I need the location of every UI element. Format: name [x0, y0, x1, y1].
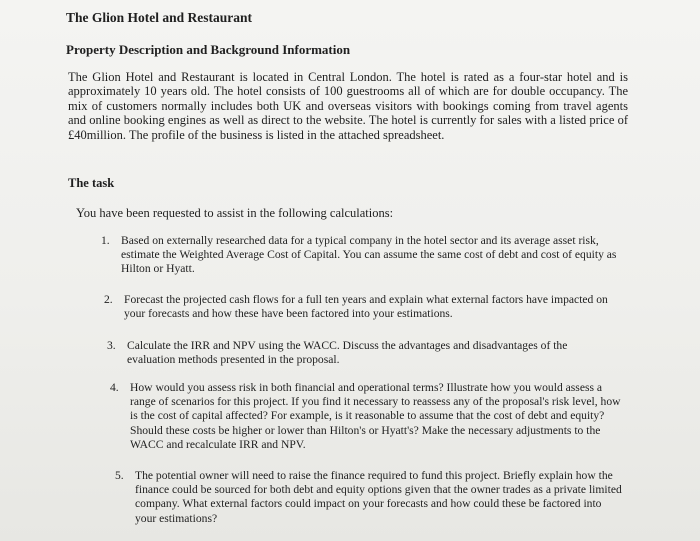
section-heading-property-description: Property Description and Background Information	[66, 42, 351, 57]
list-item-text: How would you assess risk in both financial and operational terms? Illustrate how you would assess a range of scenarios for this project. If you find it necessary to reassess any of the proposal's risk level, how is the cost of capital affected? For example, is it reasonable to assume that the cost of debt and equity? Should these costs be higher or lower than Hilton's or Hyatt's? Make the necessary adjustments to the WACC and recalculate IRR and NPV.	[130, 381, 621, 451]
list-item-number: 5.	[115, 469, 124, 482]
task-intro-text: You have been requested to assist in the following calculations:	[76, 206, 394, 220]
intro-paragraph: The Glion Hotel and Restaurant is located in Central London. The hotel is rated as a four-star hotel and is approximately 10 years old. The hotel consists of 100 guestrooms all of which are for double occupancy. The mix of customers normally includes both UK and overseas visitors with bookings coming from travel agents and online booking engines as well as direct to the website. The hotel is currently for sales with a listed price of £40million. The profile of the business is listed in the attached spreadsheet.	[68, 70, 628, 142]
list-item-text: Based on externally researched data for a typical company in the hotel sector and its average asset risk, estimate the Weighted Average Cost of Capital. You can assume the same cost of debt and cost of equity as Hilton or Hyatt.	[121, 234, 617, 276]
list-item-number: 1.	[101, 234, 110, 247]
task-list-item-2	[104, 293, 624, 321]
task-list-item-5	[115, 469, 625, 526]
list-item-number: 4.	[110, 381, 119, 394]
list-item-text: Forecast the projected cash flows for a full ten years and explain what external factors have impacted on your forecasts and how these have been factored into your estimations.	[124, 293, 608, 321]
section-heading-task: The task	[68, 176, 115, 190]
list-item-text: The potential owner will need to raise the finance required to fund this project. Briefly explain how the finance could be sourced for both debt and equity options given that the owner trades as a private limited company. What external factors could impact on your forecasts and how could these be factored into your estimations?	[135, 469, 622, 525]
task-list-item-4	[110, 381, 622, 452]
list-item-text: Calculate the IRR and NPV using the WACC. Discuss the advantages and disadvantages of the evaluation methods presented in the proposal.	[127, 339, 568, 367]
task-list-item-3	[107, 339, 612, 367]
list-item-number: 2.	[104, 293, 113, 306]
list-item-number: 3.	[107, 339, 116, 352]
task-list-item-1	[101, 234, 626, 277]
document-title: The Glion Hotel and Restaurant	[66, 10, 253, 25]
